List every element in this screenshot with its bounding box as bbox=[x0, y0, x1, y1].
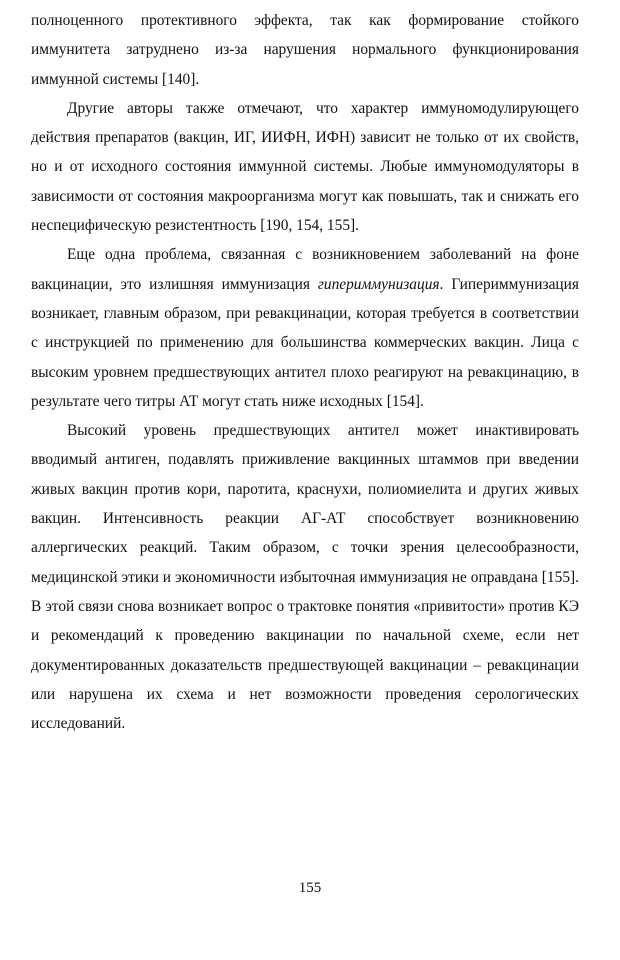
paragraph-1: полноценного протективного эффекта, так как формирование стойкого иммунитета затруднено из-за нарушения нормального функционирования иммунной системы [140]. bbox=[31, 12, 579, 88]
paragraph-3-text-after: . Гипериммунизация возникает, главным образом, при ревакцинации, которая требуется в соответствии с инструкцией по применению для большинства коммерческих вакцин. Лица с высоким уровнем предшествующих антител плохо реагируют на ревакцинацию, в результате чего титры АТ могут стать ниже исходных [154]. bbox=[31, 275, 579, 410]
paragraph-2: Другие авторы также отмечают, что характер иммуномодулирующего действия препаратов (вакцин, ИГ, ИИФН, ИФН) зависит не только от их свойств, но и от исходного состояния иммунной системы. Любые иммуномодуляторы в зависимости от состояния макроорганизма могут как повышать, так и снижать его неспецифическую резистентность [190, 154, 155]. bbox=[31, 99, 579, 235]
body-text bbox=[31, 6, 579, 738]
paragraph-4: Высокий уровень предшествующих антител может инактивировать вводимый антиген, подавлять приживление вакцинных штаммов при введении живых вакцин против кори, паротита, краснухи, полиомиелита и других живых вакцин. Интенсивность реакции АГ-АТ способствует возникновению аллергических реакций. Таким образом, с точки зрения целесообразности, медицинской этики и экономичности избыточная иммунизация не оправдана [155]. В этой связи снова возникает вопрос о трактовке понятия «привитости» против КЭ и рекомендаций к проведению вакцинации по начальной схеме, если нет документированных доказательств предшествующей вакцинации – ревакцинации или нарушена их схема и нет возможности проведения серологических исследований. bbox=[31, 422, 579, 733]
paragraph-3 bbox=[31, 240, 579, 416]
page-number: 155 bbox=[298, 880, 322, 896]
paragraph-3-text-before: Еще одна проблема, связанная с возникновением заболеваний на фоне вакцинации, это излишняя иммунизация bbox=[31, 246, 579, 293]
paragraph-3-italic-term: гипериммунизация bbox=[317, 275, 440, 293]
